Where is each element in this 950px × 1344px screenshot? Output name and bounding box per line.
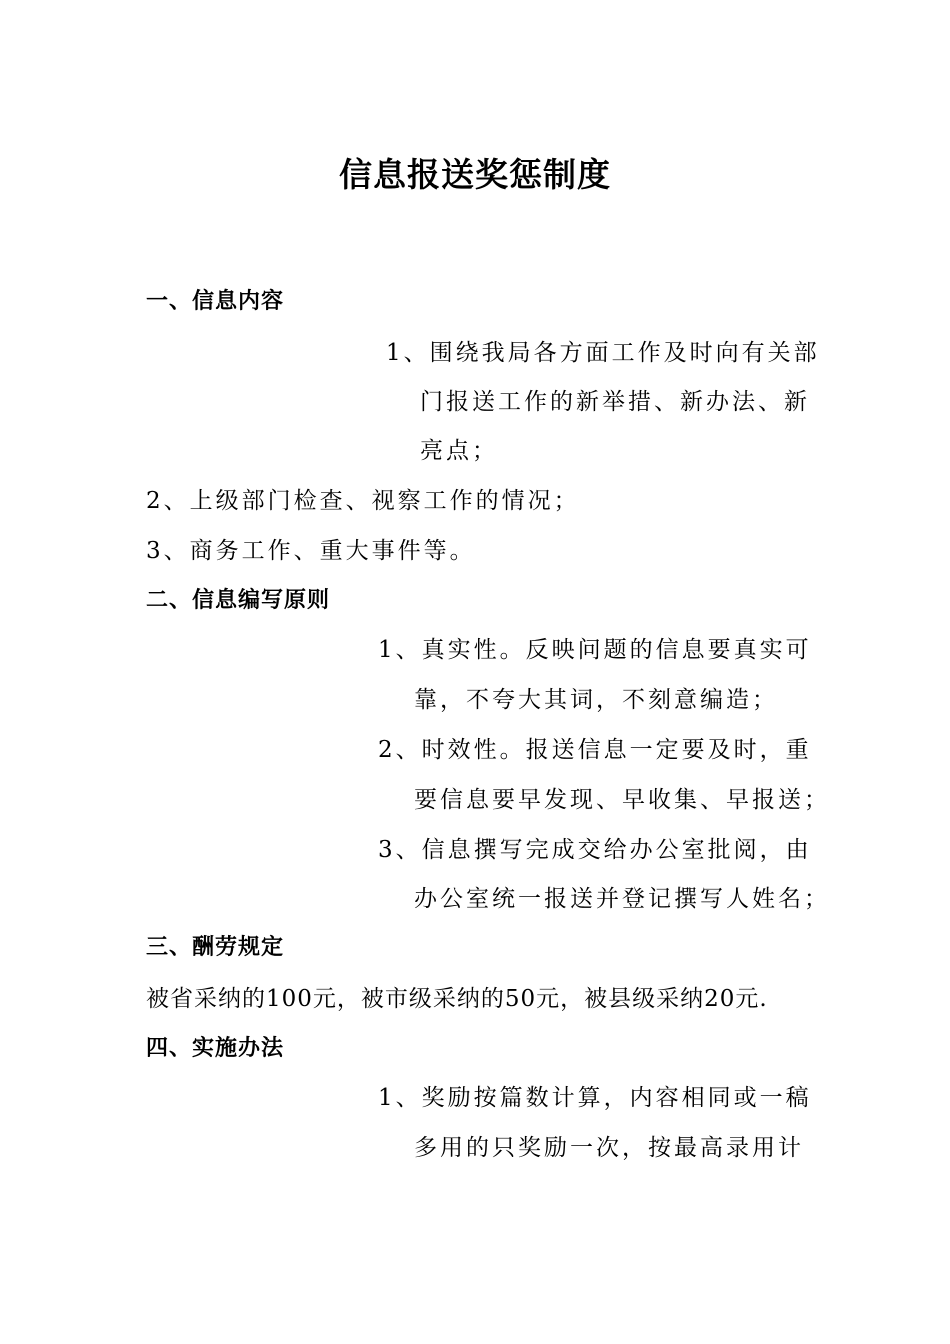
- paragraph-line: 1、围绕我局各方面工作及时向有关部: [386, 340, 820, 366]
- paragraph-line: 多用的只奖励一次，按最高录用计: [414, 1135, 804, 1161]
- paragraph-line: 3、信息撰写完成交给办公室批阅，由: [378, 837, 812, 863]
- paragraph-line: 要信息要早发现、早收集、早报送；: [414, 787, 830, 813]
- document-title: 信息报送奖惩制度: [339, 155, 611, 194]
- paragraph-line: 靠，不夸大其词，不刻意编造；: [414, 687, 778, 713]
- paragraph-line: 2、上级部门检查、视察工作的情况；: [146, 488, 580, 514]
- paragraph-line: 亮点；: [420, 438, 498, 464]
- section-heading-remuneration: 三、酬劳规定: [146, 935, 285, 960]
- section-heading-principles: 二、信息编写原则: [146, 588, 331, 613]
- paragraph-line: 门报送工作的新举措、新办法、新: [420, 389, 810, 415]
- paragraph-line: 2、时效性。报送信息一定要及时，重: [378, 737, 812, 763]
- paragraph-line: 被省采纳的100元，被市级采纳的50元，被县级采纳20元.: [146, 986, 768, 1012]
- paragraph-line: 3、商务工作、重大事件等。: [146, 538, 476, 564]
- section-heading-content: 一、信息内容: [146, 289, 285, 314]
- paragraph-line: 1、真实性。反映问题的信息要真实可: [378, 637, 812, 663]
- section-heading-implementation: 四、实施办法: [146, 1036, 285, 1061]
- paragraph-line: 1、奖励按篇数计算，内容相同或一稿: [378, 1085, 812, 1111]
- paragraph-line: 办公室统一报送并登记撰写人姓名；: [414, 886, 830, 912]
